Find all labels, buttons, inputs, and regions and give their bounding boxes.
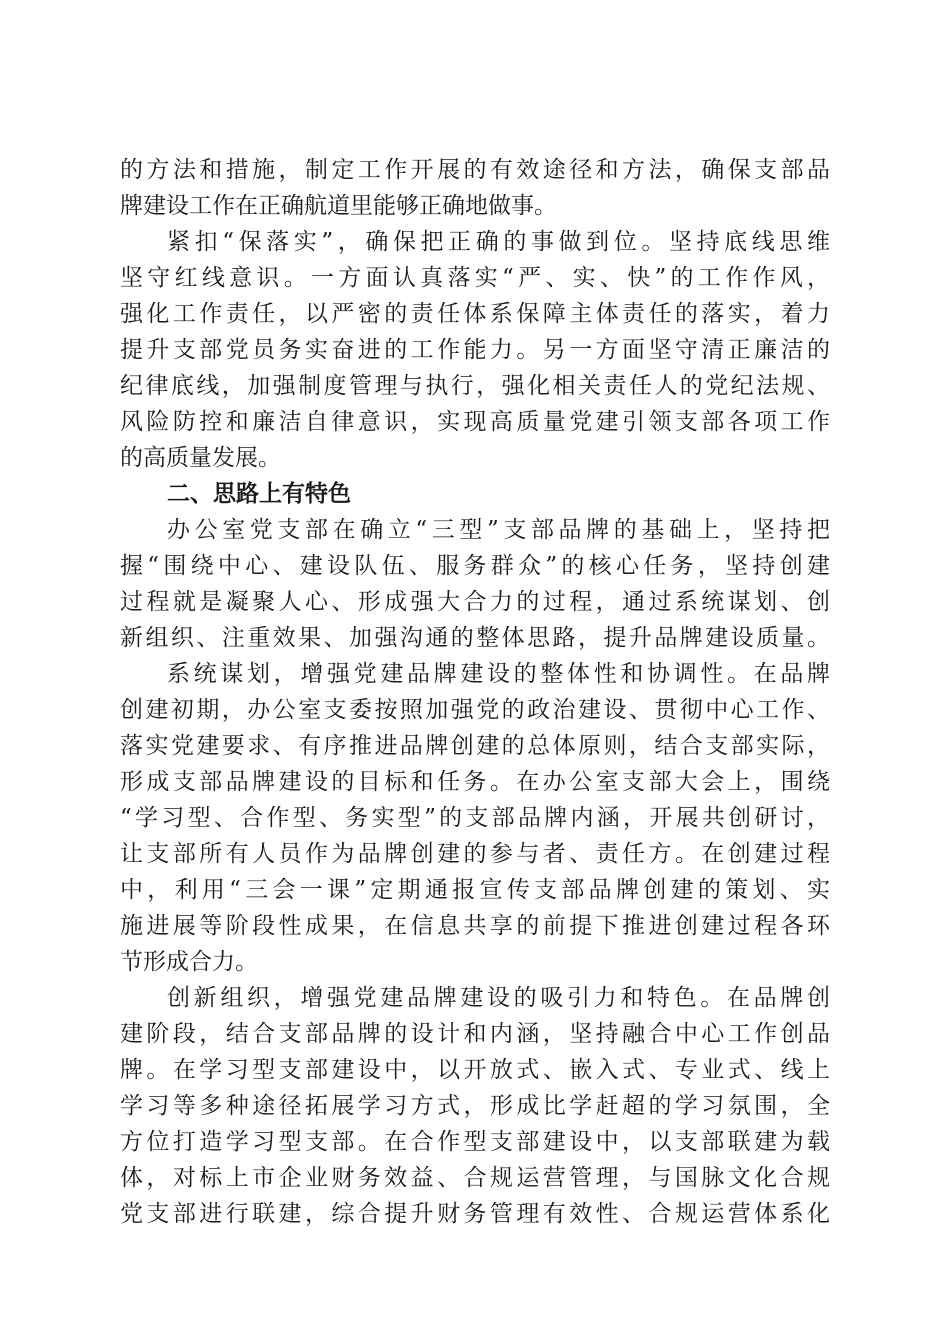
text-line: 落实党建要求、有序推进品牌创建的总体原则，结合支部实际， <box>120 733 830 759</box>
text-line: 节形成合力。 <box>120 949 258 975</box>
text-line: 党支部进行联建，综合提升财务管理有效性、合规运营体系化 <box>120 1201 830 1227</box>
text-line: 方位打造学习型支部。在合作型支部建设中，以支部联建为载 <box>120 1129 830 1155</box>
section-heading: 二、思路上有特色 <box>167 481 351 507</box>
text-line: 牌建设工作在正确航道里能够正确地做事。 <box>120 193 557 219</box>
paragraph-start: 创新组织，增强党建品牌建设的吸引力和特色。在品牌创 <box>167 985 830 1011</box>
text-line: 提升支部党员务实奋进的工作能力。另一方面坚守清正廉洁的 <box>120 337 830 363</box>
text-line: 创建初期，办公室支委按照加强党的政治建设、贯彻中心工作、 <box>120 697 830 723</box>
text-line: 体，对标上市企业财务效益、合规运营管理，与国脉文化合规 <box>120 1165 830 1191</box>
text-line: 新组织、注重效果、加强沟通的整体思路，提升品牌建设质量。 <box>120 625 830 651</box>
text-line: 握“围绕中心、建设队伍、服务群众”的核心任务，坚持创建 <box>120 553 830 579</box>
text-line: 过程就是凝聚人心、形成强大合力的过程，通过系统谋划、创 <box>120 589 830 615</box>
document-page <box>120 152 830 1232</box>
paragraph-start: 系统谋划，增强党建品牌建设的整体性和协调性。在品牌 <box>167 661 830 687</box>
text-line: 形成支部品牌建设的目标和任务。在办公室支部大会上，围绕 <box>120 769 830 795</box>
text-line: 纪律底线，加强制度管理与执行，强化相关责任人的党纪法规、 <box>120 373 830 399</box>
text-line: 坚守红线意识。一方面认真落实“严、实、快”的工作作风， <box>120 265 830 291</box>
text-line: 建阶段，结合支部品牌的设计和内涵，坚持融合中心工作创品 <box>120 1021 830 1047</box>
text-line: 强化工作责任，以严密的责任体系保障主体责任的落实，着力 <box>120 301 830 327</box>
text-line: 的高质量发展。 <box>120 445 281 471</box>
text-line: 让支部所有人员作为品牌创建的参与者、责任方。在创建过程 <box>120 841 830 867</box>
paragraph-start: 办公室党支部在确立“三型”支部品牌的基础上，坚持把 <box>167 517 830 543</box>
text-line: “学习型、合作型、务实型”的支部品牌内涵，开展共创研讨， <box>120 805 830 831</box>
text-line: 风险防控和廉洁自律意识，实现高质量党建引领支部各项工作 <box>120 409 830 435</box>
text-line: 中，利用“三会一课”定期通报宣传支部品牌创建的策划、实 <box>120 877 830 903</box>
text-line: 的方法和措施，制定工作开展的有效途径和方法，确保支部品 <box>120 157 830 183</box>
paragraph-start: 紧扣“保落实”，确保把正确的事做到位。坚持底线思维 <box>167 229 830 255</box>
text-line: 学习等多种途径拓展学习方式，形成比学赶超的学习氛围，全 <box>120 1093 830 1119</box>
text-line: 牌。在学习型支部建设中，以开放式、嵌入式、专业式、线上 <box>120 1057 830 1083</box>
text-line: 施进展等阶段性成果，在信息共享的前提下推进创建过程各环 <box>120 913 830 939</box>
